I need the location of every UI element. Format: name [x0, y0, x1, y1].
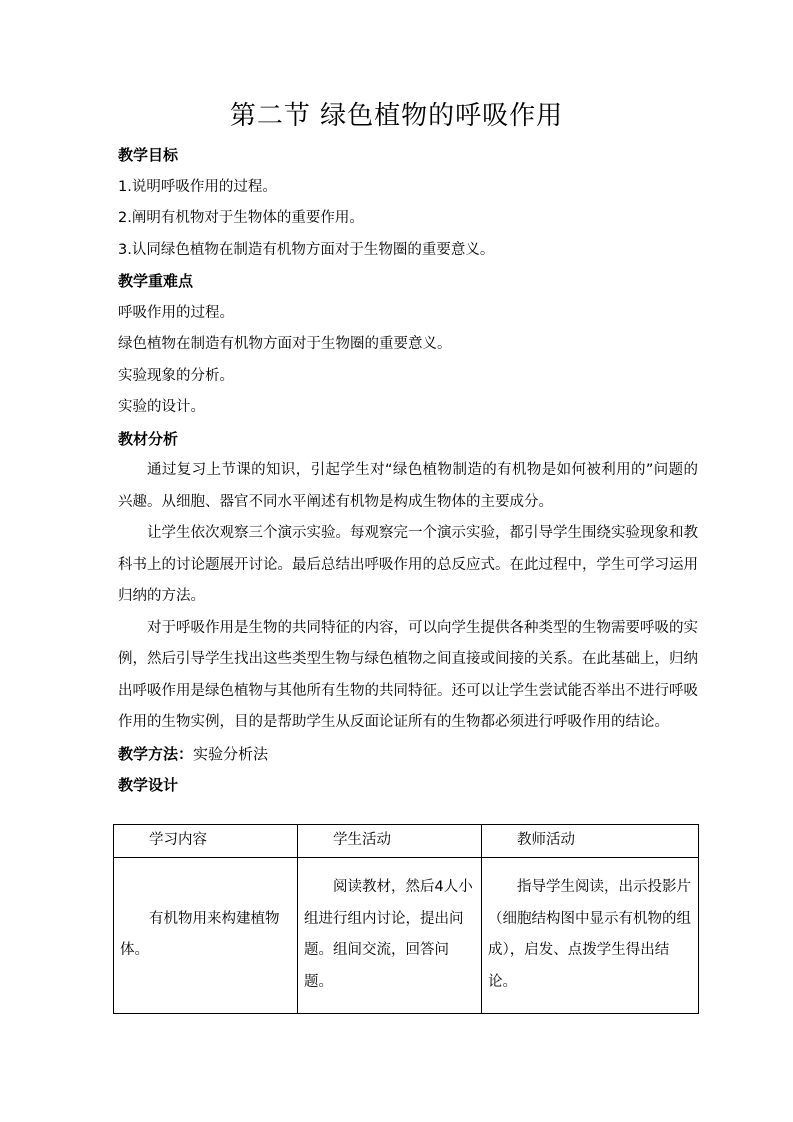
analysis-paragraph: 对于呼吸作用是生物的共同特征的内容，可以向学生提供各种类型的生物需要呼吸的实例，然后引导学生找出这些类型生物与绿色植物之间直接或间接的关系。在此基础上，归纳出呼吸作用是绿色植物与其他所有生物的共同特征。还可以让学生尝试能否举出不进行呼吸作用的生物实例，目的是帮助学生从反面论证所有的生物都必须进行呼吸作用的结论。 — [118, 619, 698, 730]
table-cell-learning-content: 有机物用来构建植物体。 — [114, 857, 298, 1013]
table-row — [114, 857, 699, 1013]
method-line — [118, 739, 698, 771]
column-header-learning-content: 学习内容 — [114, 825, 298, 858]
document-body — [118, 140, 698, 802]
method-label: 教学方法： — [118, 744, 194, 763]
table-cell-student-activity: 阅读教材，然后4人小组进行组内讨论，提出问题。组间交流，回答问题。 — [298, 857, 482, 1013]
design-heading: 教学设计 — [118, 776, 179, 794]
column-header-student-activity: 学生活动 — [298, 825, 482, 858]
analysis-paragraph: 让学生依次观察三个演示实验。每观察完一个演示实验，都引导学生围绕实验现象和教科书上的讨论题展开讨论。最后总结出呼吸作用的总反应式。在此过程中，学生可学习运用归纳的方法。 — [118, 525, 698, 604]
objectives-heading: 教学目标 — [118, 146, 179, 164]
key-point-item: 呼吸作用的过程。 — [118, 304, 234, 321]
design-table — [113, 824, 699, 1014]
key-point-item: 实验的设计。 — [118, 399, 205, 415]
objective-item: 3.认同绿色植物在制造有机物方面对于生物圈的重要意义。 — [118, 241, 495, 258]
analysis-heading: 教材分析 — [118, 429, 179, 448]
column-header-teacher-activity: 教师活动 — [482, 825, 699, 858]
key-point-item: 绿色植物在制造有机物方面对于生物圈的重要意义。 — [118, 336, 452, 352]
page-title: 第二节 绿色植物的呼吸作用 — [229, 101, 564, 131]
objective-item: 2.阐明有机物对于生物体的重要作用。 — [118, 210, 364, 226]
key-points-heading: 教学重难点 — [118, 272, 194, 290]
objective-item: 1.说明呼吸作用的过程。 — [118, 178, 277, 195]
table-cell-teacher-activity: 指导学生阅读，出示投影片（细胞结构图中显示有机物的组成），启发、点拨学生得出结论。 — [482, 857, 699, 1013]
key-point-item: 实验现象的分析。 — [118, 367, 234, 384]
method-value: 实验分析法 — [193, 744, 269, 763]
analysis-paragraph: 通过复习上节课的知识，引起学生对“绿色植物制造的有机物是如何被利用的”问题的兴趣。从细胞、器官不同水平阐述有机物是构成生物体的主要成分。 — [118, 462, 698, 510]
table-header-row — [114, 825, 699, 858]
